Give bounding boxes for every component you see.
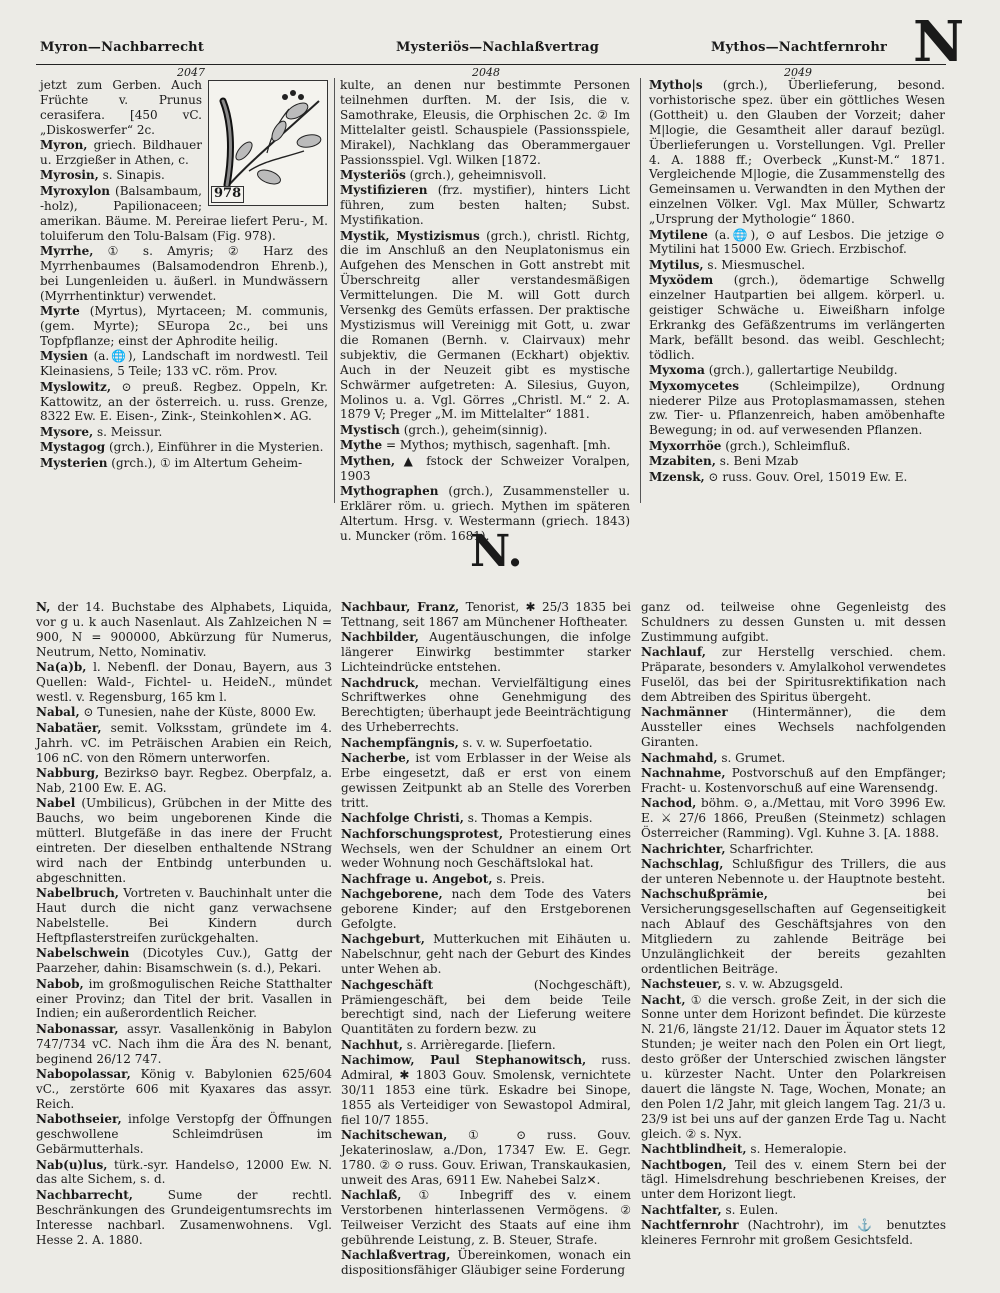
- dictionary-entry: [641, 1158, 946, 1203]
- entry-headword: Nabelschwein: [36, 946, 130, 961]
- entry-headword: Nachmänner: [641, 705, 728, 720]
- entry-headword: Nachtbogen,: [641, 1157, 727, 1172]
- entry-headword: Mzabiten,: [649, 454, 716, 469]
- dictionary-entry: [341, 978, 631, 1038]
- dictionary-entry: [649, 258, 945, 273]
- entry-text: Scharfrichter.: [729, 841, 814, 856]
- dictionary-entry: [340, 438, 630, 453]
- entry-headword: Myron,: [40, 138, 88, 153]
- dictionary-entry: [36, 946, 332, 976]
- dictionary-entry: [36, 796, 332, 885]
- entry-headword: Nachlaßvertrag,: [341, 1248, 451, 1263]
- dictionary-entry: [40, 425, 328, 440]
- header-rule: [36, 64, 946, 65]
- dictionary-entry: [641, 796, 946, 841]
- entry-headword: Nabopolassar,: [36, 1067, 131, 1082]
- dictionary-entry: [649, 228, 945, 258]
- entry-headword: Nachlaß,: [341, 1188, 402, 1203]
- dictionary-entry: [40, 244, 328, 304]
- page-number-right: 2049: [779, 66, 817, 79]
- entry-headword: Myroxylon: [40, 183, 110, 198]
- entry-headword: Nachitschewan,: [341, 1128, 448, 1143]
- entry-headword: Mytilus,: [649, 257, 704, 272]
- dictionary-entry: [40, 304, 328, 349]
- figure-number: 978: [211, 186, 244, 203]
- dictionary-entry: [340, 454, 630, 484]
- entry-text: ist vom Erblasser in der Weise als Erbe eingesetzt, daß er erst von einem gewissen Zeitpunkt ab an Stelle des Vorerben tritt.: [341, 751, 631, 810]
- entry-headword: Nachgeborene,: [341, 887, 443, 902]
- entry-headword: Nachimow, Paul Stephanowitsch,: [341, 1053, 587, 1068]
- entry-headword: Na(a)b,: [36, 660, 87, 675]
- entry-headword: Mytilene: [649, 227, 708, 242]
- entry-headword: Nachbilder,: [341, 630, 419, 645]
- entry-text: (Nachtrohr), im ⚓ benutztes kleineres Fernrohr mit großem Gesichtsfeld.: [641, 1218, 946, 1248]
- dictionary-entry: [341, 600, 631, 630]
- entry-text: ▲ fstock der Schweizer Voralpen, 1903: [340, 453, 630, 483]
- entry-headword: Nabatäer,: [36, 720, 102, 735]
- entry-headword: Mythe: [340, 438, 383, 453]
- entry-text: ① die versch. große Zeit, in der sich die Sonne unter dem Horizont befindet. Die kürzeste N. 21/6, längste 21/12. Dauer im Äquator stets 12 Stunden; je weiter nach den Polen ein Ort liegt, desto größer der Unterschied zwischen längster u. kürzester Nacht. Unter den Polarkreisen dauert die längste N. Tage, Wochen, Monate; an den Polen 1/2 Jahr, mit gleich langem Tag. 21/3 u. 23/9 ist bei uns auf der ganzen Erde Tag u. Nacht gleich. ② s. Nyx.: [641, 992, 946, 1141]
- entry-headword: Mysteriös: [340, 167, 406, 182]
- entry-headword: Nacherbe,: [341, 751, 410, 766]
- entry-text: böhm. ⊙, a./Mettau, mit Vor⊙ 3996 Ew. E. ⚔ 27/6 1866, Preußen (Steinmetz) schlagen Österreicher (Ramming). Vgl. Kuhne 3. [A. 1888.: [641, 796, 946, 841]
- dictionary-entry: [641, 1142, 946, 1157]
- dictionary-entry: [340, 78, 630, 167]
- dictionary-entry: [341, 1053, 631, 1128]
- entry-headword: Nabel: [36, 796, 76, 811]
- entry-text: (a.🌐), ⊙ auf Lesbos. Die jetzige ⊙ Mytilini hat 15000 Ew. Griech. Erzbischof.: [649, 227, 945, 257]
- entry-text: infolge Verstopfg der Öffnungen geschwollene Schleimdrüsen im Gebärmutterhals.: [36, 1112, 332, 1157]
- entry-headword: Nachempfängnis,: [341, 735, 459, 750]
- entry-headword: Nachsteuer,: [641, 977, 722, 992]
- entry-headword: Myxödem: [649, 273, 714, 288]
- entry-text: im großmogulischen Reiche Statthalter einer Provinz; dan Titel der brit. Vasallen in Indien; ein außerordentlich Reicher.: [36, 976, 332, 1021]
- entry-text: (grch.), ödemartige Schwellg einzelner Hautpartien bei allgem. körperl. u. geistiger Schwäche u. Eiweißharn infolge Erkrankg des Gefäßzentrums im verlängerten Mark, befällt besond. das weibl. Geschlecht; tödlich.: [649, 273, 945, 362]
- dictionary-entry: [36, 600, 332, 660]
- entry-headword: Mysterien: [40, 455, 108, 470]
- entry-headword: Nachfolge Christi,: [341, 811, 464, 826]
- entry-headword: Nacht,: [641, 992, 686, 1007]
- entry-text: s. Thomas a Kempis.: [467, 811, 593, 826]
- dictionary-entry: [641, 705, 946, 750]
- entry-headword: Mystagog: [40, 440, 106, 455]
- entry-text: (frz. mystifier), hinters Licht führen, zum besten halten; Subst. Mystifikation.: [340, 183, 630, 228]
- dictionary-entry: [641, 977, 946, 992]
- entry-headword: Nab(u)lus,: [36, 1157, 108, 1172]
- entry-text: (Nochgeschäft), Prämiengeschäft, bei dem beide Teile berechtigt sind, nach der Lieferung weitere Quantitäten zu fordern bezw. zu: [341, 977, 631, 1037]
- entry-text: semit. Volksstam, gründete im 4. Jahrh. vC. im Peträischen Arabien ein Reich, 106 nC. von den Römern unterworfen.: [36, 720, 332, 765]
- entry-headword: Nachtblindheit,: [641, 1142, 747, 1157]
- running-header-middle: Mysteriös—Nachlaßvertrag: [396, 40, 600, 55]
- dictionary-entry: [40, 456, 328, 471]
- dictionary-entry: [341, 872, 631, 887]
- entry-headword: Nachdruck,: [341, 675, 420, 690]
- entry-headword: Nabob,: [36, 976, 84, 991]
- entry-text: (grch.), Überlieferung, besond. vorhistorische spez. über ein göttliches Wesen (Gottheit) u. den Glauben der Vorzeit; daher M|logie, die Gesamtheit aller darauf bezügl. Überlieferungen u. Vorstellungen. Vgl. Preller 4. A. 1888 ff.; Overbeck „Kunst-M.“ 1871. Vergleichende M|logie, die Zusammenstellg des Gemeinsamen u. Verwandten in den Mythen der einzelnen Völker. Vgl. Max Müller, Schwartz „Ursprung der Mythologie“ 1860.: [649, 78, 945, 227]
- entry-text: s. Miesmuschel.: [707, 257, 806, 272]
- dictionary-entry: [641, 993, 946, 1142]
- dictionary-entry: [641, 766, 946, 796]
- entry-headword: Mysore,: [40, 424, 94, 439]
- entry-headword: Mytho|s: [649, 78, 703, 92]
- entry-headword: Nabothseier,: [36, 1112, 122, 1127]
- dictionary-entry: [36, 660, 332, 705]
- dictionary-entry: [641, 751, 946, 766]
- column-top-right: [649, 78, 945, 503]
- entry-headword: Myxomycetes: [649, 378, 739, 393]
- dictionary-entry: [341, 676, 631, 736]
- entry-text: Augentäuschungen, die infolge längerer Einwirkg bestimmter starker Lichteindrücke entstehen.: [341, 630, 631, 675]
- entry-headword: Nachlauf,: [641, 645, 706, 660]
- dictionary-entry: [36, 766, 332, 796]
- entry-text: der 14. Buchstabe des Alphabets, Liquida, vor g u. k auch Nasenlaut. Als Zahlzeichen N = 900, N = 900000, Abkürzung für Numerus, Neutrum, Netto, Nominativ.: [36, 600, 332, 659]
- entry-headword: Nachtfalter,: [641, 1202, 722, 1217]
- thumb-index-letter: N: [913, 9, 965, 75]
- dictionary-entry: [649, 379, 945, 439]
- entry-text: (grch.), gallertartige Neubildg.: [708, 363, 898, 378]
- entry-text: ① Inbegriff des v. einem Verstorbenen hinterlassenen Vermögens. ② Teilweiser Verzicht des Staats auf eine ihm gebührende Leistung, z. B. Steuer, Strafe.: [341, 1188, 631, 1248]
- entry-list: [641, 600, 946, 1248]
- entry-headword: Mythen,: [340, 453, 396, 468]
- entry-text: s. v. w. Abzugsgeld.: [725, 977, 844, 992]
- dictionary-entry: [40, 380, 328, 425]
- dictionary-entry: [341, 811, 631, 826]
- entry-text: (grch.), ① im Altertum Geheim-: [111, 455, 303, 470]
- entry-text: Sume der rechtl. Beschränkungen des Grundeigentumsrechts im Interesse nachbarl. Zusamenwohnens. Vgl. Hesse 2. A. 1880.: [36, 1187, 332, 1247]
- entry-headword: Myxoma: [649, 363, 705, 378]
- entry-headword: Nachfrage u. Angebot,: [341, 871, 493, 886]
- dictionary-entry: [40, 349, 328, 379]
- dictionary-entry: [641, 857, 946, 887]
- entry-text: s. Eulen.: [725, 1202, 779, 1217]
- entry-text: jetzt zum Gerben. Auch Früchte v. Prunus cerasifera. [450 vC. „Diskoswerfer“ 2c.: [40, 78, 202, 137]
- entry-text: (a.🌐), Landschaft im nordwestl. Teil Kleinasiens, 5 Teile; 133 vC. röm. Prov.: [40, 349, 328, 379]
- dictionary-entry: [641, 887, 946, 976]
- entry-headword: Myrosin,: [40, 168, 99, 183]
- dictionary-entry: [340, 183, 630, 228]
- dictionary-entry: [36, 886, 332, 946]
- entry-headword: Nachschußprämie,: [641, 887, 768, 902]
- entry-headword: Nachhut,: [341, 1037, 403, 1052]
- column-bottom-middle: [341, 600, 631, 1278]
- dictionary-entry: [641, 1203, 946, 1218]
- entry-text: Teil des v. einem Stern bei der tägl. Himelsdrehung beschriebenen Kreises, der unter dem Horizont liegt.: [641, 1157, 946, 1202]
- entry-text: (grch.), Einführer in die Mysterien.: [108, 440, 324, 455]
- entry-headword: Mysien: [40, 349, 88, 364]
- entry-text: Vortreten v. Bauchinhalt unter die Haut durch die nicht ganz verwachsene Nabelstelle. Bei Kindern durch Heftpflasterstreifen zurückgehalten.: [36, 886, 332, 945]
- entry-text: (Myrtus), Myrtaceen; M. communis, (gem. Myrte); SEuropa 2c., bei uns Topfpflanze; einst der Aphrodite heilig.: [40, 304, 328, 348]
- dictionary-entry: [341, 1128, 631, 1188]
- entry-list: [341, 600, 631, 1278]
- dictionary-entry: [341, 932, 631, 977]
- entry-headword: Nachgeschäft: [341, 977, 434, 992]
- column-rule: [640, 78, 641, 503]
- entry-text: Mutterkuchen mit Eihäuten u. Nabelschnur, geht nach der Geburt des Kindes unter Wehen ab.: [341, 932, 631, 977]
- entry-text: assyr. Vasallenkönig in Babylon 747/734 vC. Nach ihm die Ära des N. benant, beginend 26/12 747.: [36, 1021, 332, 1066]
- entry-text: (grch.), Zusammensteller u. Erklärer röm. u. griech. Mythen im späteren Altertum. Hrsg. v. Westermann (griech. 1843) u. Muncker (röm. 1681).: [340, 483, 630, 543]
- entry-text: (Umbilicus), Grübchen in der Mitte des Bauchs, wo beim ungeborenen Kinde die mütterl. Blutgefäße in das inere der Frucht eintreten. Der dieselben enthaltende NStrang wird nach der Entbindg unterbunden u. abgeschnitten.: [36, 796, 332, 885]
- entry-text: ⊙ preuß. Regbez. Oppeln, Kr. Kattowitz, an der österreich. u. russ. Grenze, 8322 Ew. E. Eisen-, Zink-, Steinkohlen✕. AG.: [40, 379, 328, 424]
- entry-text: s. Grumet.: [721, 750, 786, 765]
- dictionary-entry: [341, 736, 631, 751]
- entry-headword: Myrte: [40, 304, 80, 319]
- entry-headword: N,: [36, 600, 51, 614]
- entry-text: s. v. w. Superfoetatio.: [462, 735, 593, 750]
- entry-headword: Nachgeburt,: [341, 932, 425, 947]
- column-rule: [334, 78, 335, 503]
- entry-text: ⊙ russ. Gouv. Orel, 15019 Ew. E.: [708, 469, 908, 484]
- entry-text: türk.-syr. Handels⊙, 12000 Ew. N. das alte Sichem, s. d.: [36, 1157, 332, 1187]
- dictionary-entry: [340, 168, 630, 183]
- page-number-left: 2047: [172, 66, 210, 79]
- entry-headword: Nachbaur, Franz,: [341, 600, 460, 614]
- entry-list: [649, 78, 945, 484]
- entry-text: kulte, an denen nur bestimmte Personen teilnehmen durften. M. der Isis, die v. Samothrake, Eleusis, die Orphischen 2c. ② Im Mittelalter geistl. Schauspiele (Passionsspiele, Mirakel), Nachklang das Oberammergauer Passionsspiel. Vgl. Wilken [1872.: [340, 78, 630, 167]
- entry-headword: Myrrhe,: [40, 243, 94, 258]
- dictionary-entry: [36, 1112, 332, 1157]
- dictionary-entry: [36, 705, 332, 720]
- entry-text: s. Sinapis.: [102, 168, 165, 183]
- dictionary-entry: [341, 827, 631, 872]
- entry-headword: Nachmahd,: [641, 750, 718, 765]
- entry-headword: Nachod,: [641, 796, 697, 811]
- running-header-left: Myron—Nachbarrecht: [40, 40, 205, 55]
- dictionary-entry: [36, 1158, 332, 1188]
- entry-text: s. Arrièregarde. [liefern.: [406, 1037, 556, 1052]
- dictionary-entry: [341, 751, 631, 811]
- entry-text: nach dem Tode des Vaters geborene Kinder; auf den Erstgeborenen Gefolgte.: [341, 887, 631, 932]
- entry-headword: Nachbarrecht,: [36, 1187, 133, 1202]
- entry-text: Tenorist, ✱ 25/3 1835 bei Tettnang, seit 1867 am Münchener Hoftheater.: [341, 600, 631, 629]
- page-number-middle: 2048: [467, 66, 505, 79]
- dictionary-entry: [649, 363, 945, 378]
- dictionary-entry: [36, 1067, 332, 1112]
- dictionary-entry: [40, 440, 328, 455]
- dictionary-entry: [341, 1038, 631, 1053]
- dictionary-entry: [340, 229, 630, 423]
- entry-text: ⊙ Tunesien, nahe der Küste, 8000 Ew.: [83, 705, 317, 720]
- entry-headword: Mystik, Mystizismus: [340, 228, 480, 243]
- entry-text: ① ⊙ russ. Gouv. Jekaterinoslaw, a./Don, 17347 Ew. E. Gegr. 1780. ② ⊙ russ. Gouv. Eriwan, Transkaukasien, unweit des Aras, 6911 Ew. Nahebei Salz✕.: [341, 1128, 631, 1187]
- entry-headword: Mythographen: [340, 483, 439, 498]
- column-bottom-left: [36, 600, 332, 1260]
- dictionary-entry: [641, 600, 946, 645]
- column-bottom-right: [641, 600, 946, 1260]
- entry-headword: Nachtfernrohr: [641, 1218, 739, 1233]
- entry-headword: Mystisch: [340, 422, 400, 437]
- entry-text: (Schleimpilze), Ordnung niederer Pilze aus Protoplasmamassen, stehen zw. Tier- u. Pflanzenreich, haben amöbenhafte Bewegung; in od. auf verwesenden Pflanzen.: [649, 378, 945, 438]
- dictionary-entry: [641, 1218, 946, 1248]
- entry-text: (grch.), geheim(sinnig).: [403, 422, 548, 437]
- dictionary-entry: [341, 887, 631, 932]
- dictionary-entry: [649, 454, 945, 469]
- entry-text: (grch.), Schleimfluß.: [725, 438, 851, 453]
- entry-text: (Dicotyles Cuv.), Gattg der Paarzeher, dahin: Bisamschwein (s. d.), Pekari.: [36, 946, 332, 976]
- entry-text: = Mythos; mythisch, sagenhaft. [mh.: [386, 438, 611, 453]
- entry-text: s. Preis.: [496, 871, 545, 886]
- column-top-middle: [340, 78, 630, 543]
- entry-text: russ. Admiral, ✱ 1803 Gouv. Smolensk, vernichtete 30/11 1853 eine türk. Eskadre bei Sinope, 1855 als Verteidiger von Sewastopol Admiral, fiel 10/7 1855.: [341, 1053, 631, 1127]
- entry-text: ganz od. teilweise ohne Gegenleistg des Schuldners zu dessen Gunsten u. mit dessen Zustimmung aufgibt.: [641, 600, 946, 644]
- entry-list: [36, 600, 332, 1247]
- entry-headword: Nachrichter,: [641, 841, 726, 856]
- entry-headword: Nachnahme,: [641, 765, 726, 780]
- dictionary-entry: [641, 842, 946, 857]
- entry-text: Schlußfigur des Trillers, die aus der unteren Nebennote u. der Hauptnote besteht.: [641, 856, 946, 886]
- entry-headword: Nabal,: [36, 705, 80, 720]
- section-heading-letter: N.: [470, 526, 523, 577]
- entry-text: s. Meissur.: [96, 424, 163, 439]
- dictionary-entry: [36, 721, 332, 766]
- entry-text: (Hintermänner), die dem Aussteller eines Wechsels nachfolgenden Giranten.: [641, 705, 946, 750]
- dictionary-entry: [341, 630, 631, 675]
- dictionary-entry: [341, 1248, 631, 1278]
- entry-text: ① s. Amyris; ② Harz des Myrrhenbaumes (Balsamodendron Ehrenb.), bei Lungenleiden u. äußerl. in Mundwässern (Myrrhentinktur) verwendet.: [40, 243, 328, 303]
- entry-text: Postvorschuß auf den Empfänger; Fracht- u. Kostenvorschuß auf eine Warensendg.: [641, 765, 946, 795]
- dictionary-entry: [649, 470, 945, 485]
- entry-text: (grch.), geheimnisvoll.: [409, 167, 547, 182]
- entry-text: (grch.), christl. Richtg, die im Anschluß an den Neuplatonismus ein Aufgehen des Menschen in Gott anstrebt mit Überschreitg aller verstandesmäßigen Vermittelungen. Die M. will Gott durch Versenkg des Gemüts erfassen. Der praktische Mystizismus will Vereinigg mit Gott, u. zwar die Romanen (Bernh. v. Clairvaux) mehr subjektiv, die Germanen (Eckhart) objektiv. Auch in der Neuzeit gibt es mystische Schwärmer aufgetreten: A. Silesius, Guyon, Molinos u. a. Vgl. Görres „Christl. M.“ 2. A. 1879 V; Preger „M. im Mittelalter“ 1881.: [340, 228, 630, 422]
- entry-text: zur Herstellg verschied. chem. Präparate, besonders v. Amylalkohol verwendetes Fuselöl, das bei der Spiritusrektifikation nach dem Abtreiben des Spiritus übergeht.: [641, 645, 946, 704]
- entry-text: mechan. Vervielfältigung eines Schriftwerkes ohne Genehmigung des Berechtigten; überhaupt jede Beeinträchtigung des Urheberrechts.: [341, 675, 631, 735]
- dictionary-entry: [36, 977, 332, 1022]
- dictionary-entry: [36, 1022, 332, 1067]
- entry-headword: Myslowitz,: [40, 379, 111, 394]
- entry-text: (Balsambaum, -holz), Papilionaceen; amerikan. Bäume. M. Pereirae liefert Peru-, M. toluiferum den Tolu-Balsam (Fig. 978).: [40, 183, 328, 243]
- entry-headword: Myxorrhöe: [649, 438, 722, 453]
- entry-headword: Nabburg,: [36, 765, 100, 780]
- dictionary-entry: [641, 645, 946, 705]
- entry-text: Protestierung eines Wechsels, wen der Schuldner an einem Ort weder Wohnung noch Geschäftslokal hat.: [341, 826, 631, 871]
- figure-978: [208, 80, 328, 206]
- dictionary-entry: [649, 439, 945, 454]
- entry-text: griech. Bildhauer u. Erzgießer in Athen, c.: [40, 138, 202, 168]
- entry-text: l. Nebenfl. der Donau, Bayern, aus 3 Quellen: Wald-, Fichtel- u. HeideN., mündet westl. v. Regensburg, 165 km l.: [36, 660, 332, 704]
- dictionary-entry: [341, 1188, 631, 1248]
- entry-text: bei Versicherungsgesellschaften auf Gegenseitigkeit nach Ablauf des Geschäftsjahres von den Mitgliedern zu zahlende Beiträge bei Unzulänglichkeit der bereits gezahlten ordentlichen Beiträge.: [641, 887, 946, 976]
- entry-list: [340, 78, 630, 544]
- entry-headword: Nabonassar,: [36, 1021, 119, 1036]
- dictionary-entry: [340, 423, 630, 438]
- entry-headword: Mzensk,: [649, 469, 705, 484]
- entry-text: Übereinkomen, wonach ein dispositionsfähiger Gläubiger seine Forderung: [341, 1248, 631, 1278]
- dictionary-entry: [649, 273, 945, 362]
- entry-text: s. Hemeralopie.: [750, 1142, 847, 1157]
- entry-headword: Nachforschungsprotest,: [341, 826, 504, 841]
- entry-headword: Mystifizieren: [340, 183, 428, 198]
- dictionary-entry: [649, 78, 945, 227]
- entry-headword: Nachschlag,: [641, 856, 724, 871]
- dictionary-entry: [36, 1188, 332, 1248]
- entry-text: Bezirks⊙ bayr. Regbez. Oberpfalz, a. Nab, 2100 Ew. E. AG.: [36, 765, 332, 795]
- column-top-left: [40, 78, 328, 503]
- entry-text: s. Beni Mzab: [719, 454, 799, 469]
- running-header-right: Mythos—Nachtfernrohr: [711, 40, 888, 55]
- entry-headword: Nabelbruch,: [36, 886, 119, 901]
- entry-text: König v. Babylonien 625/604 vC., zerstörte 606 mit Kyaxares das assyr. Reich.: [36, 1067, 332, 1111]
